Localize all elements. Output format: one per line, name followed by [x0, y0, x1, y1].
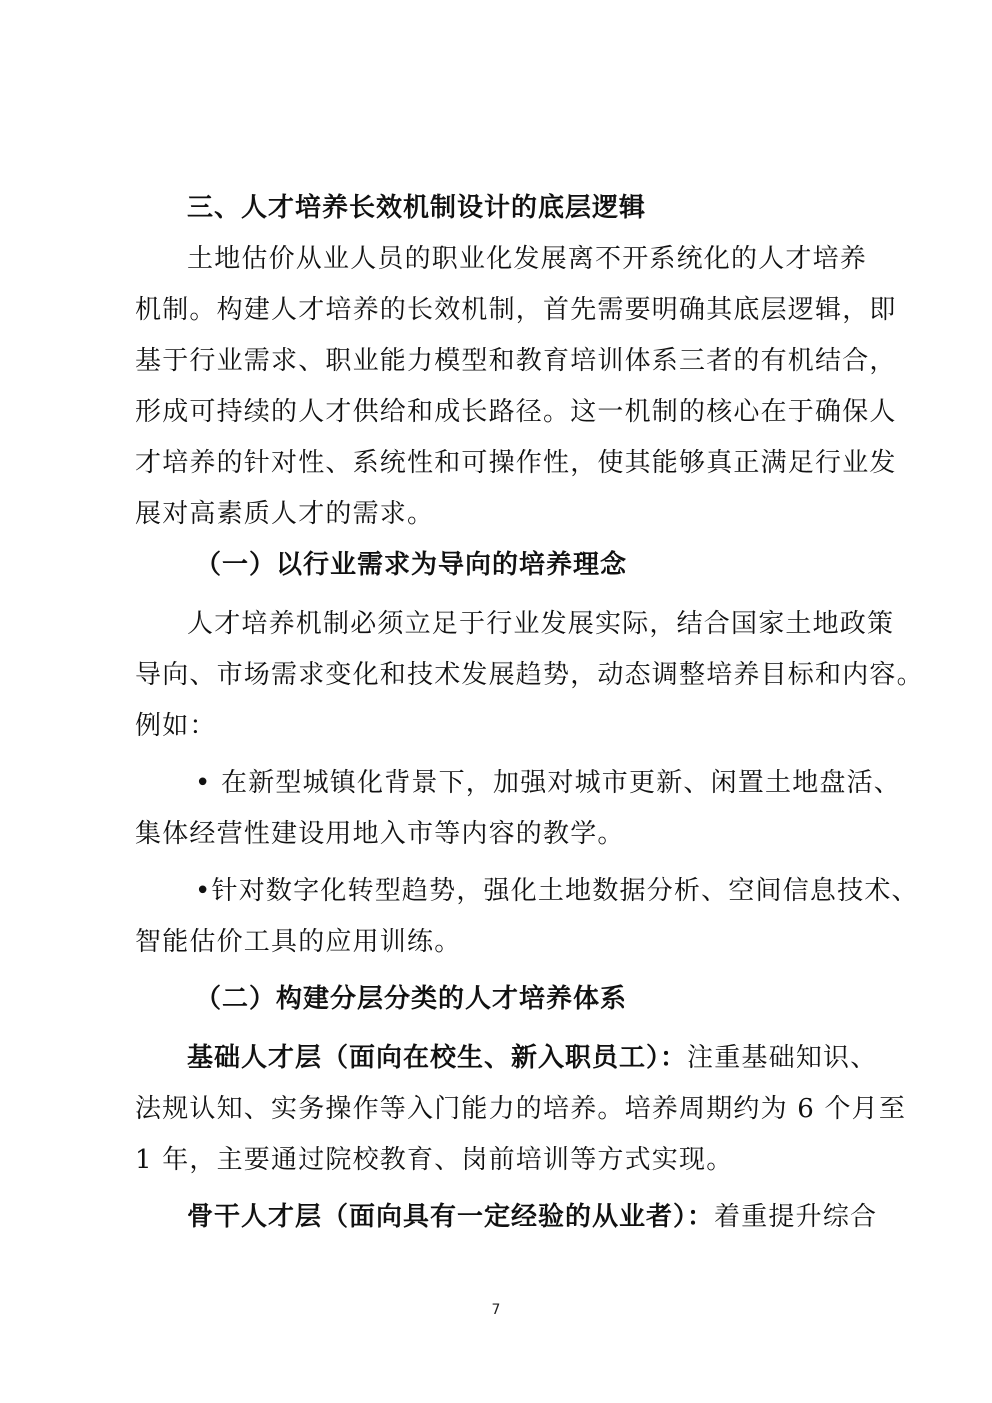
basic-talent-label: 基础人才层（面向在校生、新入职员工）： — [187, 1043, 688, 1073]
paragraph-line: 例如： — [135, 711, 217, 741]
subsection-title-2: （二）构建分层分类的人才培养体系 — [195, 984, 628, 1014]
section-heading: 三、人才培养长效机制设计的底层逻辑 — [187, 193, 647, 223]
paragraph-line: 机制。构建人才培养的长效机制，首先需要明确其底层逻辑，即 — [135, 295, 897, 325]
bullet-item-1 — [135, 758, 902, 860]
paragraph-line — [135, 1033, 878, 1084]
paragraph-line: 1 年，主要通过院校教育、岗前培训等方式实现。 — [135, 1145, 734, 1175]
paragraph-line: 土地估价从业人员的职业化发展离不开系统化的人才培养 — [187, 244, 868, 274]
intro-paragraph — [135, 234, 897, 540]
subsection-title-1: （一）以行业需求为导向的培养理念 — [195, 550, 628, 580]
bullet-line: 智能估价工具的应用训练。 — [135, 927, 462, 957]
bullet-item-2 — [135, 866, 919, 968]
paragraph-line: 才培养的针对性、系统性和可操作性，使其能够真正满足行业发 — [135, 448, 897, 478]
bullet-line: • 在新型城镇化背景下，加强对城市更新、闲置土地盘活、 — [195, 768, 902, 798]
bullet-line: •针对数字化转型趋势，强化土地数据分析、空间信息技术、 — [195, 876, 919, 906]
section1-paragraph — [135, 599, 924, 752]
paragraph-line: 基于行业需求、职业能力模型和教育培训体系三者的有机结合， — [135, 346, 897, 376]
paragraph-line: 导向、市场需求变化和技术发展趋势，动态调整培养目标和内容。 — [135, 660, 924, 690]
basic-talent-text: 注重基础知识、 — [687, 1043, 878, 1073]
backbone-talent-text: 着重提升综合 — [714, 1202, 878, 1232]
backbone-talent-label: 骨干人才层（面向具有一定经验的从业者）： — [187, 1202, 715, 1232]
bullet-line: 集体经营性建设用地入市等内容的教学。 — [135, 819, 625, 849]
paragraph-line: 展对高素质人才的需求。 — [135, 499, 435, 529]
paragraph-line: 人才培养机制必须立足于行业发展实际，结合国家土地政策 — [187, 609, 895, 639]
basic-talent-paragraph — [135, 1033, 907, 1186]
page-number: 7 — [491, 1302, 501, 1318]
paragraph-line — [135, 1192, 878, 1243]
paragraph-line: 形成可持续的人才供给和成长路径。这一机制的核心在于确保人 — [135, 397, 897, 427]
page-content — [135, 183, 924, 1243]
backbone-talent-paragraph — [135, 1192, 878, 1243]
paragraph-line: 法规认知、实务操作等入门能力的培养。培养周期约为 6 个月至 — [135, 1094, 907, 1124]
